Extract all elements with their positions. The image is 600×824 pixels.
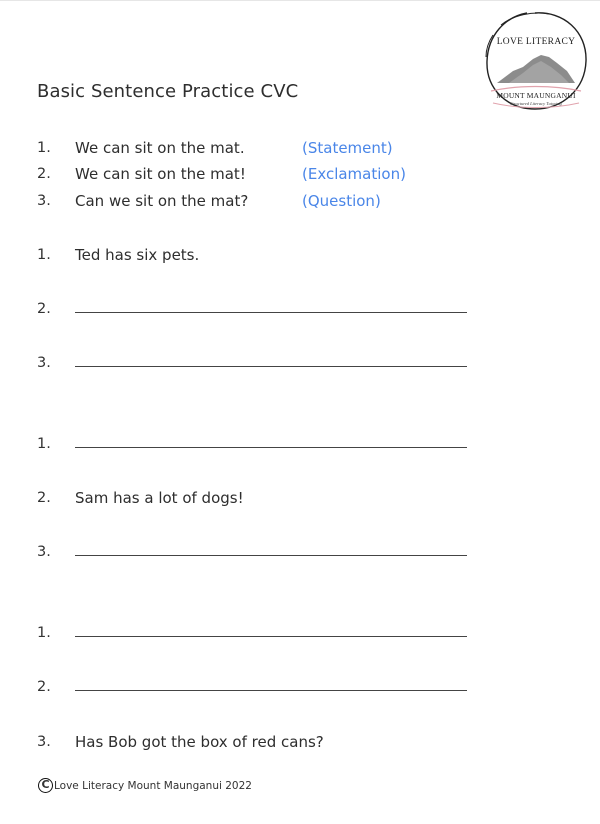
logo-bottom-text: MOUNT MAUNGANUI xyxy=(496,91,576,100)
love-literacy-logo xyxy=(483,9,589,113)
item-number: 3. xyxy=(37,193,51,209)
item-number: 2. xyxy=(37,679,51,695)
item-number: 1. xyxy=(37,247,51,263)
copyright-text: Love Literacy Mount Maunganui 2022 xyxy=(54,780,252,792)
answer-line[interactable] xyxy=(75,690,467,691)
answer-line[interactable] xyxy=(75,447,467,448)
item-number: 1. xyxy=(37,625,51,641)
sentence-type-label: (Statement) xyxy=(302,139,393,157)
item-number: 1. xyxy=(37,140,51,156)
given-sentence: Sam has a lot of dogs! xyxy=(75,489,244,507)
answer-line[interactable] xyxy=(75,555,467,556)
answer-line[interactable] xyxy=(75,366,467,367)
worksheet-title: Basic Sentence Practice CVC xyxy=(37,81,299,102)
answer-line[interactable] xyxy=(75,636,467,637)
item-number: 3. xyxy=(37,355,51,371)
example-sentence: We can sit on the mat. xyxy=(75,139,245,157)
logo-top-text: LOVE LITERACY xyxy=(496,37,576,47)
sentence-type-label: (Exclamation) xyxy=(302,165,406,183)
given-sentence: Has Bob got the box of red cans? xyxy=(75,733,324,751)
copyright-icon: C xyxy=(38,778,53,793)
sentence-type-label: (Question) xyxy=(302,192,381,210)
example-sentence: Can we sit on the mat? xyxy=(75,192,249,210)
logo-tagline: Structured Literacy Tutoring xyxy=(510,101,562,106)
given-sentence: Ted has six pets. xyxy=(75,246,200,264)
item-number: 2. xyxy=(37,301,51,317)
example-sentence: We can sit on the mat! xyxy=(75,165,246,183)
item-number: 3. xyxy=(37,734,51,750)
item-number: 3. xyxy=(37,544,51,560)
item-number: 2. xyxy=(37,490,51,506)
answer-line[interactable] xyxy=(75,312,467,313)
copyright-footer xyxy=(38,776,252,796)
item-number: 2. xyxy=(37,166,51,182)
item-number: 1. xyxy=(37,436,51,452)
